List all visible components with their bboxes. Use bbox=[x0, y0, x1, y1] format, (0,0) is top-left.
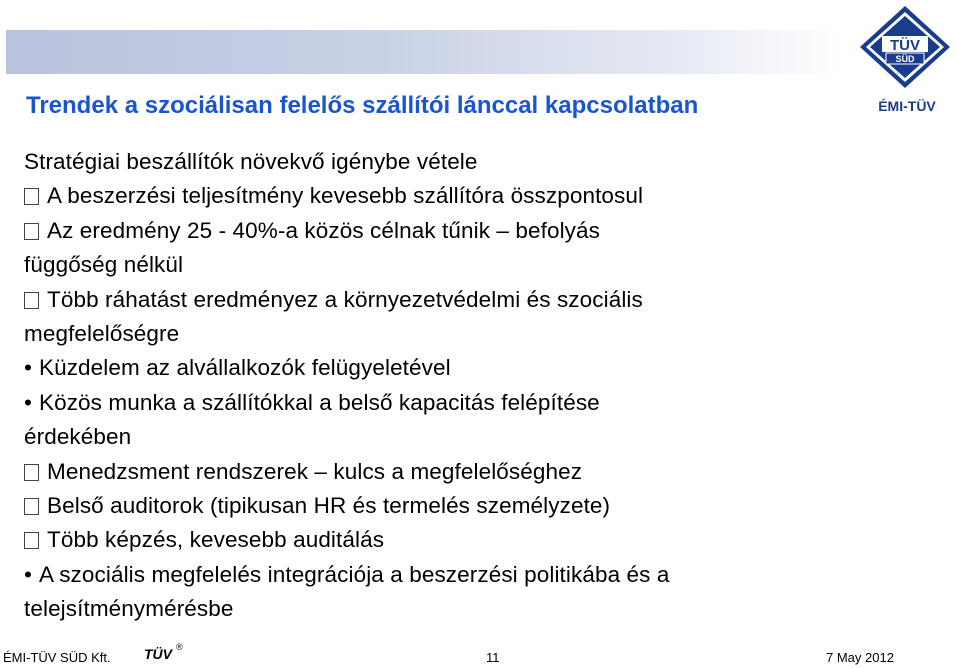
brand-subtitle: ÉMI-TÜV bbox=[878, 98, 936, 114]
footer-date: 7 May 2012 bbox=[826, 650, 894, 665]
text-line bbox=[24, 351, 854, 385]
checkbox-marker-icon bbox=[24, 532, 39, 549]
checkbox-marker-icon bbox=[24, 188, 39, 205]
line-text: Több képzés, kevesebb auditálás bbox=[47, 527, 385, 553]
bullet-icon: • bbox=[24, 561, 32, 587]
footer-logo-text: TÜV bbox=[144, 646, 172, 662]
text-line bbox=[24, 489, 854, 523]
footer-registered-mark: ® bbox=[176, 642, 183, 652]
line-text: Több ráhatást eredményez a környezetvédelmi és szociális bbox=[47, 286, 643, 312]
line-text: Az eredmény 25 - 40%-a közös célnak tűnik – befolyás bbox=[47, 217, 600, 243]
slide-body bbox=[24, 145, 854, 626]
line-text: Küzdelem az alvállalkozók felügyeletével bbox=[38, 355, 451, 381]
footer-company: ÉMI-TÜV SÜD Kft. bbox=[3, 650, 111, 665]
checkbox-marker-icon bbox=[24, 464, 39, 481]
line-text: Stratégiai beszállítók növekvő igénybe vétele bbox=[24, 149, 478, 174]
text-line bbox=[24, 248, 854, 282]
logo-subtext: SÜD bbox=[895, 54, 915, 64]
bullet-icon: • bbox=[24, 389, 32, 415]
line-text: megfelelőségre bbox=[24, 320, 180, 346]
text-line bbox=[24, 179, 854, 213]
checkbox-marker-icon bbox=[24, 223, 39, 240]
line-text: Belső auditorok (tipikusan HR és termelés személyzete) bbox=[47, 492, 611, 518]
line-text: A szociális megfelelés integrációja a beszerzési politikába és a bbox=[38, 561, 670, 587]
text-line bbox=[24, 420, 854, 454]
footer-tuv-logo bbox=[143, 640, 187, 664]
bullet-icon: • bbox=[24, 355, 32, 381]
slide-title: Trendek a szociálisan felelős szállítói lánccal kapcsolatban bbox=[26, 92, 699, 119]
text-line bbox=[24, 592, 854, 626]
line-text: telejsítménymérésbe bbox=[24, 596, 234, 622]
header-band bbox=[6, 30, 846, 74]
text-line bbox=[24, 455, 854, 489]
text-line bbox=[24, 317, 854, 351]
text-line bbox=[24, 145, 854, 179]
line-text: Menedzsment rendszerek – kulcs a megfelelőséghez bbox=[47, 458, 583, 484]
text-line bbox=[24, 523, 854, 557]
line-text: érdekében bbox=[24, 424, 132, 450]
text-line bbox=[24, 283, 854, 317]
line-text: függőség nélkül bbox=[24, 252, 184, 278]
logo-text: TÜV bbox=[890, 37, 920, 54]
text-line bbox=[24, 214, 854, 248]
checkbox-marker-icon bbox=[24, 292, 39, 309]
line-text: Közös munka a szállítókkal a belső kapacitás felépítése bbox=[38, 389, 600, 415]
line-text: A beszerzési teljesítmény kevesebb szállítóra összpontosul bbox=[47, 183, 644, 209]
page-number: 11 bbox=[486, 650, 500, 665]
text-line bbox=[24, 386, 854, 420]
text-line bbox=[24, 558, 854, 592]
checkbox-marker-icon bbox=[24, 498, 39, 515]
tuv-sud-logo bbox=[856, 4, 954, 90]
